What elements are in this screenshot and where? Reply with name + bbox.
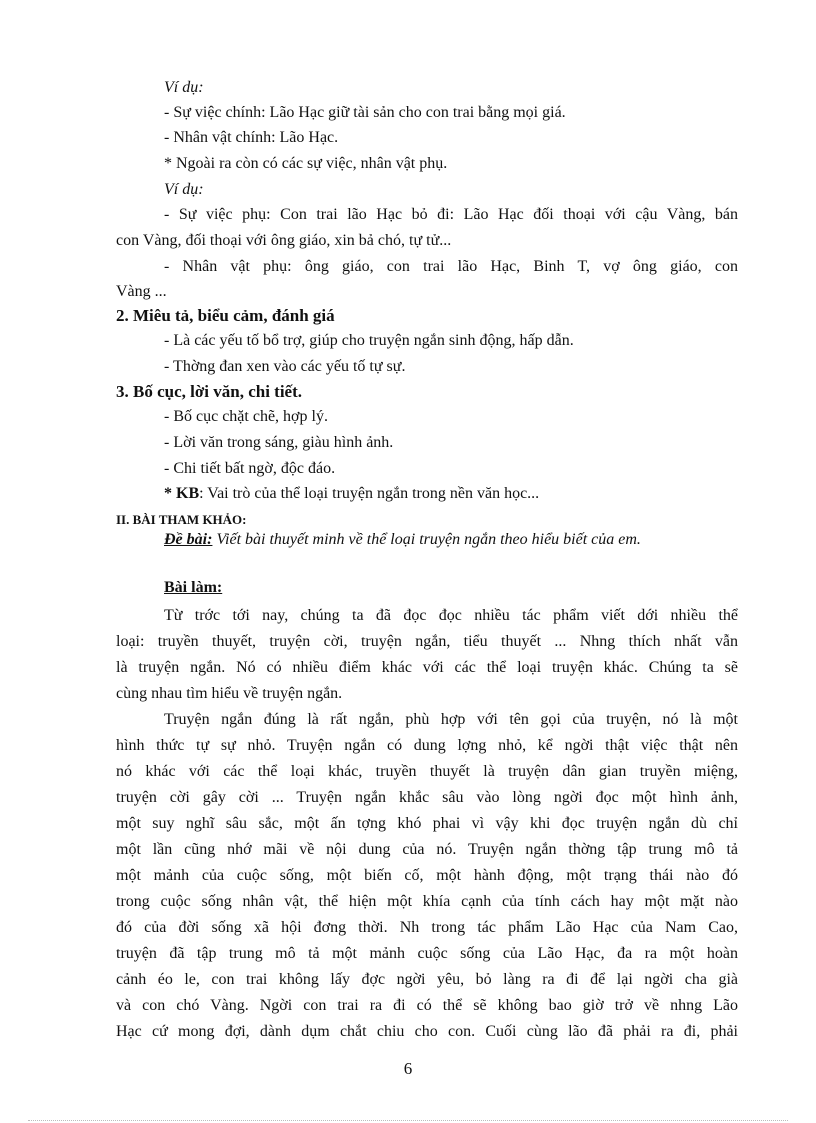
paragraph-line: một lần cũng nhớ mãi về nội dung của nó. Truyện ngắn thờng tập trung mô tả — [116, 841, 738, 858]
text-line: - Bố cục chặt chẽ, hợp lý. — [164, 408, 328, 425]
text-line: - Thờng đan xen vào các yếu tố tự sự. — [164, 358, 406, 375]
paragraph-line: truyện cời gây cời ... Truyện ngắn khắc sâu vào lòng ngời đọc một hình ảnh, — [116, 789, 738, 806]
example-label: Ví dụ: — [164, 181, 204, 198]
example-label: Ví dụ: — [164, 79, 204, 96]
text-line: - Sự việc chính: Lão Hạc giữ tài sản cho con trai bằng mọi giá. — [164, 104, 566, 121]
section-heading: 3. Bố cục, lời văn, chi tiết. — [116, 382, 303, 401]
text-line: - Lời văn trong sáng, giàu hình ảnh. — [164, 434, 394, 451]
paragraph-line: và con chó Vàng. Ngời con trai ra đi có thể sẽ không bao giờ trở về nhng Lão — [116, 997, 738, 1014]
paragraph-line: một mảnh của cuộc sống, một biến cố, một hành động, một trạng thái nào đó — [116, 867, 738, 884]
section-heading: 2. Miêu tả, biểu cảm, đánh giá — [116, 306, 335, 325]
text-line: - Nhân vật phụ: ông giáo, con trai lão Hạc, Binh T, vợ ông giáo, con — [164, 258, 738, 275]
text-line: - Sự việc phụ: Con trai lão Hạc bỏ đi: Lão Hạc đối thoại với cậu Vàng, bán — [164, 206, 738, 223]
conclusion-text: : Vai trò của thể loại truyện ngắn trong nền văn học... — [199, 485, 540, 502]
answer-heading: Bài làm: — [164, 579, 223, 596]
paragraph-line: Từ trớc tới nay, chúng ta đã đọc đọc nhiều tác phẩm viết dới nhiều thể — [164, 607, 738, 624]
paragraph-line: Hạc cứ mong đợi, dành dụm chắt chiu cho con. Cuối cùng lão đã phải ra đi, phải — [116, 1023, 738, 1040]
conclusion-label: * KB — [164, 485, 200, 502]
paragraph-line: cùng nhau tìm hiểu về truyện ngắn. — [116, 685, 343, 702]
text-line: con Vàng, đối thoại với ông giáo, xin bả chó, tự tử... — [116, 232, 452, 249]
paragraph-line: là truyện ngắn. Nó có nhiều điểm khác với các thể loại truyện khác. Chúng ta sẽ — [116, 659, 738, 676]
assignment-line — [164, 530, 641, 550]
paragraph-line: hình thức tự sự nhỏ. Truyện ngắn có dung lợng nhỏ, kể ngời thật việc thật nên — [116, 737, 738, 754]
text-line: * Ngoài ra còn có các sự việc, nhân vật phụ. — [164, 155, 448, 172]
paragraph-line: đó của đời sống xã hội đơng thời. Nh trong tác phẩm Lão Hạc của Nam Cao, — [116, 919, 738, 936]
page-number: 6 — [403, 1059, 413, 1078]
page-bottom-divider — [28, 1120, 788, 1121]
text-line: - Là các yếu tố bổ trợ, giúp cho truyện ngắn sinh động, hấp dẫn. — [164, 332, 574, 349]
text-line: - Nhân vật chính: Lão Hạc. — [164, 129, 339, 146]
paragraph-line: cảnh éo le, con trai không lấy đợc ngời yêu, bỏ làng ra đi để lại ngời cha già — [116, 971, 738, 988]
paragraph-line: nó khác với các thể loại khác, truyền thuyết là truyện dân gian truyền miệng, — [116, 763, 738, 780]
conclusion-line — [164, 484, 539, 504]
paragraph-line: truyện đã tập trung mô tả một mảnh cuộc sống của Lão Hạc, đa ra một hoàn — [116, 945, 738, 962]
part-heading: II. BÀI THAM KHẢO: — [116, 512, 247, 527]
paragraph-line: Truyện ngắn đúng là rất ngắn, phù hợp với tên gọi của truyện, nó là một — [164, 711, 738, 728]
text-line: Vàng ... — [116, 283, 167, 300]
assignment-text: Viết bài thuyết minh về thể loại truyện ngắn theo hiểu biết của em. — [212, 531, 641, 548]
paragraph-line: một suy nghĩ sâu sắc, một ấn tợng khó phai vì vậy khi đọc truyện ngắn dù chỉ — [116, 815, 738, 832]
paragraph-line: trong cuộc sống nhân vật, thể hiện một khía cạnh của tính cách hay một mặt nào — [116, 893, 738, 910]
text-line: - Chi tiết bất ngờ, độc đáo. — [164, 460, 336, 477]
assignment-label: Đề bài: — [164, 531, 213, 548]
paragraph-line: loại: truyền thuyết, truyện cời, truyện ngắn, tiểu thuyết ... Nhng thích nhất vẫn — [116, 633, 738, 650]
